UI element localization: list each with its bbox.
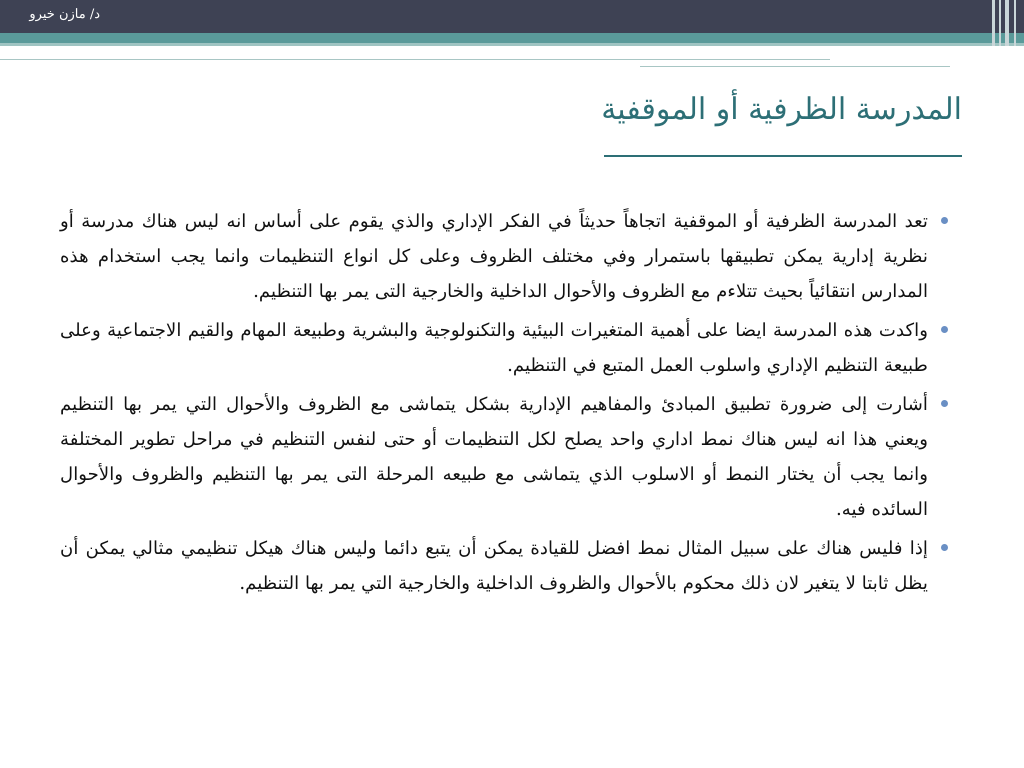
header-deco-line-short	[640, 66, 950, 67]
bullet-text: أشارت إلى ضرورة تطبيق المبادئ والمفاهيم الإدارية بشكل يتماشى مع الظروف والأحوال التي يمر بها التنظيم ويعني هذا انه ليس هناك نمط اداري واحد يصلح لكل التنظيمات أو حتى لنفس التنظيم في مراحل تطوير المختلفة وانما يجب أن يختار النمط أو الاسلوب الذي يتماشى مع طبيعه المرحلة التى يمر بها التنظيم والظروف والأحوال السائده فيه.	[60, 394, 928, 520]
header-vertical-stripes	[990, 0, 1024, 46]
bullet-dot-icon	[941, 326, 948, 333]
header-thin-stripe	[0, 43, 1024, 46]
bullet-list	[60, 204, 940, 605]
bullet-text: تعد المدرسة الظرفية أو الموقفية اتجاهاً حديثاً في الفكر الإداري والذي يقوم على أساس انه ليس هناك مدرسة أو نظرية إدارية يمكن تطبيقها باستمرار وفي مختلف الظروف وعلى كل انواع التنظيمات وانما يجب استخدام هذه المدارس انتقائياً بحيث تتلاءم مع الظروف والأحوال الداخلية والخارجية التى يمر بها التنظيم.	[60, 211, 928, 302]
author-label: د/ مازن خيرو	[29, 7, 100, 22]
slide-title: المدرسة الظرفية أو الموقفية	[601, 92, 962, 127]
bullet-dot-icon	[941, 400, 948, 407]
title-underline	[604, 155, 962, 157]
bullet-text: واكدت هذه المدرسة ايضا على أهمية المتغيرات البيئية والتكنولوجية والبشرية وطبيعة المهام والقيم الاجتماعية وعلى طبيعة التنظيم الإداري واسلوب العمل المتبع في التنظيم.	[60, 320, 928, 376]
bullet-text: إذا فليس هناك على سبيل المثال نمط افضل للقيادة يمكن أن يتبع دائما وليس هناك هيكل تنظيمي مثالي يمكن أن يظل ثابتا لا يتغير لان ذلك محكوم بالأحوال والظروف الداخلية والخارجية التي يمر بها التنظيم.	[60, 538, 928, 594]
bullet-item	[60, 204, 940, 309]
bullet-dot-icon	[941, 217, 948, 224]
header-teal-stripe	[0, 33, 1024, 43]
bullet-item	[60, 531, 940, 601]
header-deco-line	[0, 59, 830, 60]
bullet-item	[60, 313, 940, 383]
bullet-item	[60, 387, 940, 527]
header-band	[0, 0, 1024, 33]
bullet-dot-icon	[941, 544, 948, 551]
